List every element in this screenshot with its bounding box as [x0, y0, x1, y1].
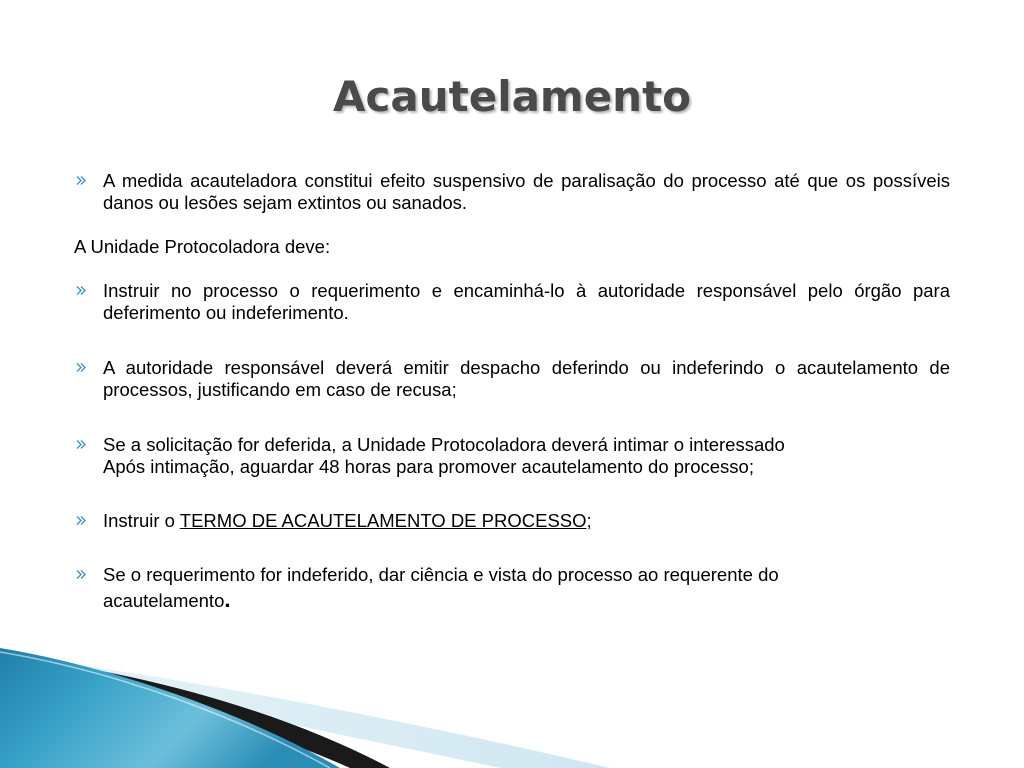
- slide-content: [74, 170, 950, 614]
- bullet-text: Se a solicitação for deferida, a Unidade Protocoladora deverá intimar o interessado: [103, 434, 785, 455]
- bullet-item: [74, 564, 950, 614]
- double-chevron-right-icon: [76, 515, 87, 526]
- bullet-text: A medida acauteladora constitui efeito suspensivo de paralisação do processo até que os possíveis danos ou lesões sejam extintos ou sanados.: [103, 170, 950, 213]
- double-chevron-right-icon: [76, 362, 87, 373]
- bullet-text: Se o requerimento for indeferido, dar ciência e vista do processo ao requerente do: [103, 564, 779, 585]
- bullet-text-last: acautelamento: [103, 590, 225, 611]
- termo-link: TERMO DE ACAUTELAMENTO DE PROCESSO;: [179, 510, 592, 531]
- blue-band: [0, 648, 340, 768]
- dark-swoosh: [40, 660, 390, 768]
- bullet-text-line2: Após intimação, aguardar 48 horas para promover acautelamento do processo;: [103, 456, 754, 477]
- double-chevron-right-icon: [76, 569, 87, 580]
- slide-title: Acautelamento: [332, 72, 692, 121]
- bullet-item: [74, 510, 950, 532]
- double-chevron-right-icon: [76, 285, 87, 296]
- bullet-item: [74, 280, 950, 324]
- light-swoosh: [60, 662, 610, 768]
- bullet-item: [74, 434, 950, 478]
- bullet-text: Instruir no processo o requerimento e encaminhá-lo à autoridade responsável pelo órgão para deferimento ou indeferimento.: [103, 280, 950, 323]
- double-chevron-right-icon: [76, 175, 87, 186]
- highlight-line: [0, 652, 330, 768]
- bullet-item: [74, 170, 950, 214]
- bullet-period: .: [224, 587, 231, 612]
- intro-text: A Unidade Protocoladora deve:: [74, 236, 331, 257]
- double-chevron-right-icon: [76, 439, 87, 450]
- bullet-text: A autoridade responsável deverá emitir despacho deferindo ou indeferindo o acautelamento de processos, justificando em caso de recusa;: [103, 357, 950, 400]
- bullet-text-prefix: Instruir o: [103, 510, 180, 531]
- bullet-item: [74, 357, 950, 401]
